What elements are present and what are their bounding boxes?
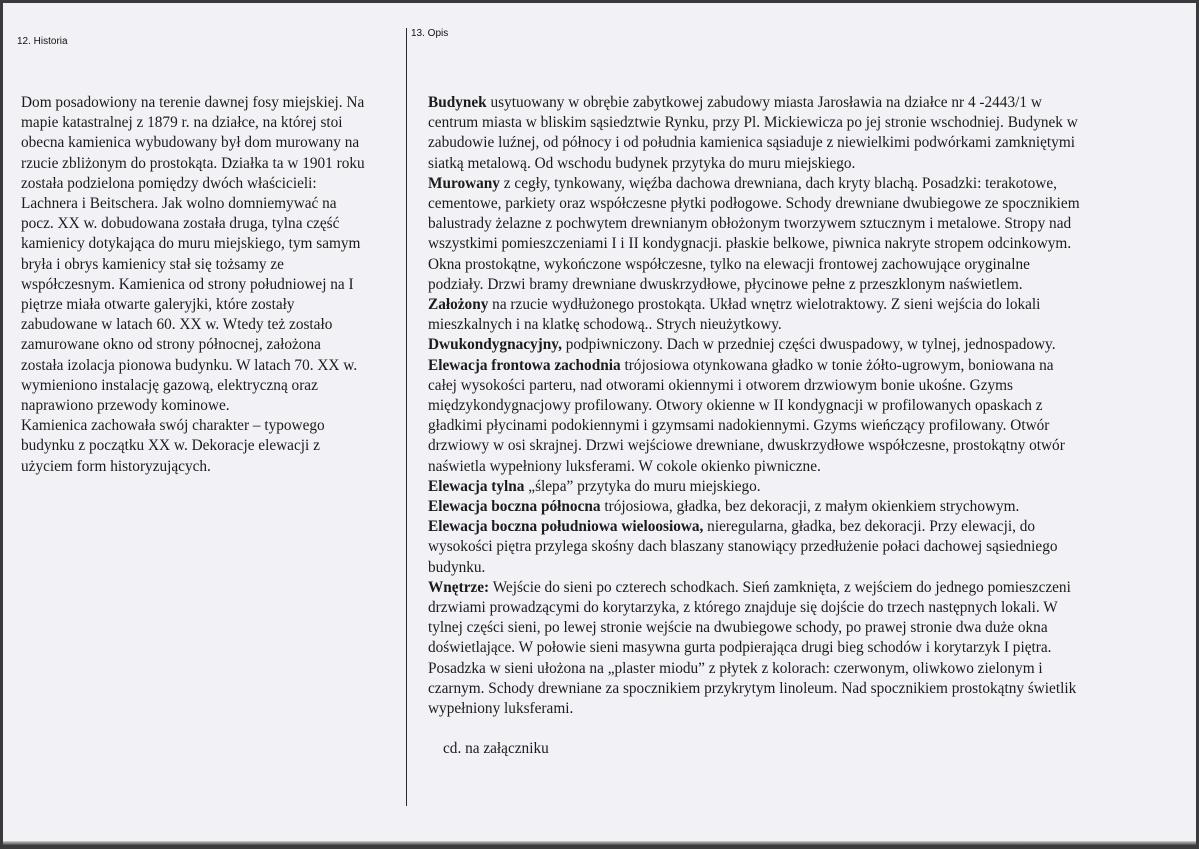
text-line: Wnętrze: Wejście do sieni po czterech schodkach. Sień zamknięta, z wejściem do jednego pomieszczeni xyxy=(428,578,1071,596)
text-line: użyciem form historyzujących. xyxy=(21,457,211,475)
text-line: piętrze miała otwarte galeryjki, które zostały xyxy=(21,296,295,314)
text-line: siatką metalową. Od wschodu budynek przytyka do muru miejskiego. xyxy=(428,154,856,172)
text-line: Dwukondygnacyjny, podpiwniczony. Dach w przedniej części dwuspadowy, w tylnej, jednospadowy. xyxy=(428,336,1056,354)
text-line: Okna prostokątne, wykończone współczesne, tylko na elewacji frontowej zachowujące oryginalne xyxy=(428,255,1030,273)
text-line: tylnej części sieni, po lewej stronie wejście na dwubiegowe schody, po prawej stronie dwa duże okna xyxy=(428,619,1048,637)
text-line: zabudowie luźnej, od północy i od południa kamienica sąsiaduje z niewielkimi podwórkami zamkniętymi xyxy=(428,134,1075,152)
text-line: współczesnym. Kamienica od strony południowej na I xyxy=(21,275,354,293)
section-label-opis: 13. Opis xyxy=(411,28,449,39)
text-line: drzwiami prowadzącymi do korytarzyka, z którego znajduje się dojście do trzech następnych lokali. W xyxy=(428,599,1058,617)
text-line: centrum miasta w bliskim sąsiedztwie Rynku, przy Pl. Mickiewicza po jej stronie wschodniej. Budynek w xyxy=(428,114,1078,132)
historia-text xyxy=(21,93,401,477)
text-line: czarnym. Schody drewniane za spocznikiem przykrytym linoleum. Nad spocznikiem prostokątny świetlik xyxy=(428,679,1077,697)
text-line: gładkimi płycinami podokiennymi i gzymsami nadokiennymi. Gzyms wieńczący profilowany. Otwór xyxy=(428,417,1050,435)
text-line: wysokości piętra przylega skośny dach blaszany stanowiący przedłużenie połaci dachowej sąsiedniego xyxy=(428,538,1058,556)
text-line: kamienicy dotykająca do muru miejskiego, tym samym xyxy=(21,235,361,253)
text-line: całej wysokości parteru, nad otworami okiennymi i otworem drzwiowym bonie ukośne. Gzyms xyxy=(428,376,1013,394)
section-label-historia: 12. Historia xyxy=(17,36,68,47)
text-line: Elewacja boczna południowa wieloosiowa, nieregularna, gładka, bez dekoracji. Przy elewacji, do xyxy=(428,518,1036,536)
text-line: międzykondygnacjowy profilowany. Otwory okienne w II kondygnacji w profilowanych opaskach z xyxy=(428,397,1043,415)
opis-text xyxy=(428,93,1196,719)
text-line: Budynek usytuowany w obrębie zabytkowej zabudowy miasta Jarosławia na działce nr 4 -2443/1 w xyxy=(428,94,1042,111)
text-line: zamurowane okno od strony północnej, założona xyxy=(21,336,321,354)
text-line: została podzielona pomiędzy dwóch właścicieli: xyxy=(21,174,317,192)
text-line: budynku z początku XX w. Dekoracje elewacji z xyxy=(21,437,320,455)
text-line: została izolacja pionowa budynku. W latach 70. XX w. xyxy=(21,356,358,374)
text-line: Elewacja boczna północna trójosiowa, gładka, bez dekoracji, z małym okienkiem strychowym. xyxy=(428,498,1020,516)
text-line: wypełniony luksferami. xyxy=(428,700,574,718)
text-line: mapie katastralnej z 1879 r. na działce, na której stoi xyxy=(21,114,343,132)
text-line: rzucie zbliżonym do prostokąta. Działka ta w 1901 roku xyxy=(21,154,365,172)
text-line: naświetla wypełniony luksferami. W cokole okienko piwniczne. xyxy=(428,457,821,475)
text-line: bryła i obrys kamienicy stał się tożsamy ze xyxy=(21,255,284,273)
text-line: Kamienica zachowała swój charakter – typowego xyxy=(21,417,325,435)
text-line: Elewacja frontowa zachodnia trójosiowa otynkowana gładko w tonie żółto-ugrowym, boniowana na xyxy=(428,356,1054,374)
text-line: naprawiono przewody kominowe. xyxy=(21,397,230,415)
text-line: pocz. XX w. dobudowana została druga, tylna część xyxy=(21,215,340,233)
text-line: balustrady żelazne z pochwytem drewnianym obłożonym tworzywem sztucznym i metalowe. Stropy nad xyxy=(428,215,1072,233)
text-line: mieszkalnych i na klatkę schodową.. Strych nieużytkowy. xyxy=(428,316,782,334)
text-line: wymieniono instalację gazową, elektryczną oraz xyxy=(21,376,318,394)
text-line: Założony na rzucie wydłużonego prostokąta. Układ wnętrz wielotraktowy. Z sieni wejścia do lokali xyxy=(428,296,1041,314)
text-line: budynku. xyxy=(428,558,486,576)
text-line: podziały. Drzwi bramy drewniane dwuskrzydłowe, płycinowe pełne z przeszklonym naświetlem. xyxy=(428,275,1023,293)
text-line: Posadzka w sieni ułożona na „plaster miodu” z płytek z kolorach: czerwonym, oliwkowo zielonym i xyxy=(428,659,1043,677)
text-line: wszystkimi pomieszczeniami I i II kondygnacji. płaskie belkowe, piwnica nakryte stropem odcinkowym. xyxy=(428,235,1072,253)
scan-edge-shadow xyxy=(3,841,1196,845)
text-line: Lachnera i Beitschera. Jak wolno domniemywać na xyxy=(21,195,337,213)
column-divider xyxy=(406,28,407,806)
text-line: zabudowane w latach 60. XX w. Wtedy też zostało xyxy=(21,316,333,334)
text-line: doświetlające. W połowie sieni masywna gurta podpierająca drugi bieg schodów i korytarzyk I piętra. xyxy=(428,639,1052,657)
scanned-document-page xyxy=(3,3,1196,845)
text-line: Murowany z cegły, tynkowany, więźba dachowa drewniana, dach kryty blachą. Posadzki: terakotowe, xyxy=(428,174,1057,192)
text-line: obecna kamienica wybudowany był dom murowany na xyxy=(21,134,360,152)
text-line: drzwiowy w osi skrajnej. Drzwi wejściowe drewniane, dwuskrzydłowe współczesne, prostokątny otwór xyxy=(428,437,1065,455)
text-line: Elewacja tylna „ślepa” przytyka do muru miejskiego. xyxy=(428,477,761,495)
continued-in-attachment-note: cd. na załączniku xyxy=(443,740,549,757)
text-line: cementowe, parkiety oraz współczesne płytki podłogowe. Schody drewniane dwubiegowe ze spocznikiem xyxy=(428,195,1080,213)
text-line: Dom posadowiony na terenie dawnej fosy miejskiej. Na xyxy=(21,94,365,111)
